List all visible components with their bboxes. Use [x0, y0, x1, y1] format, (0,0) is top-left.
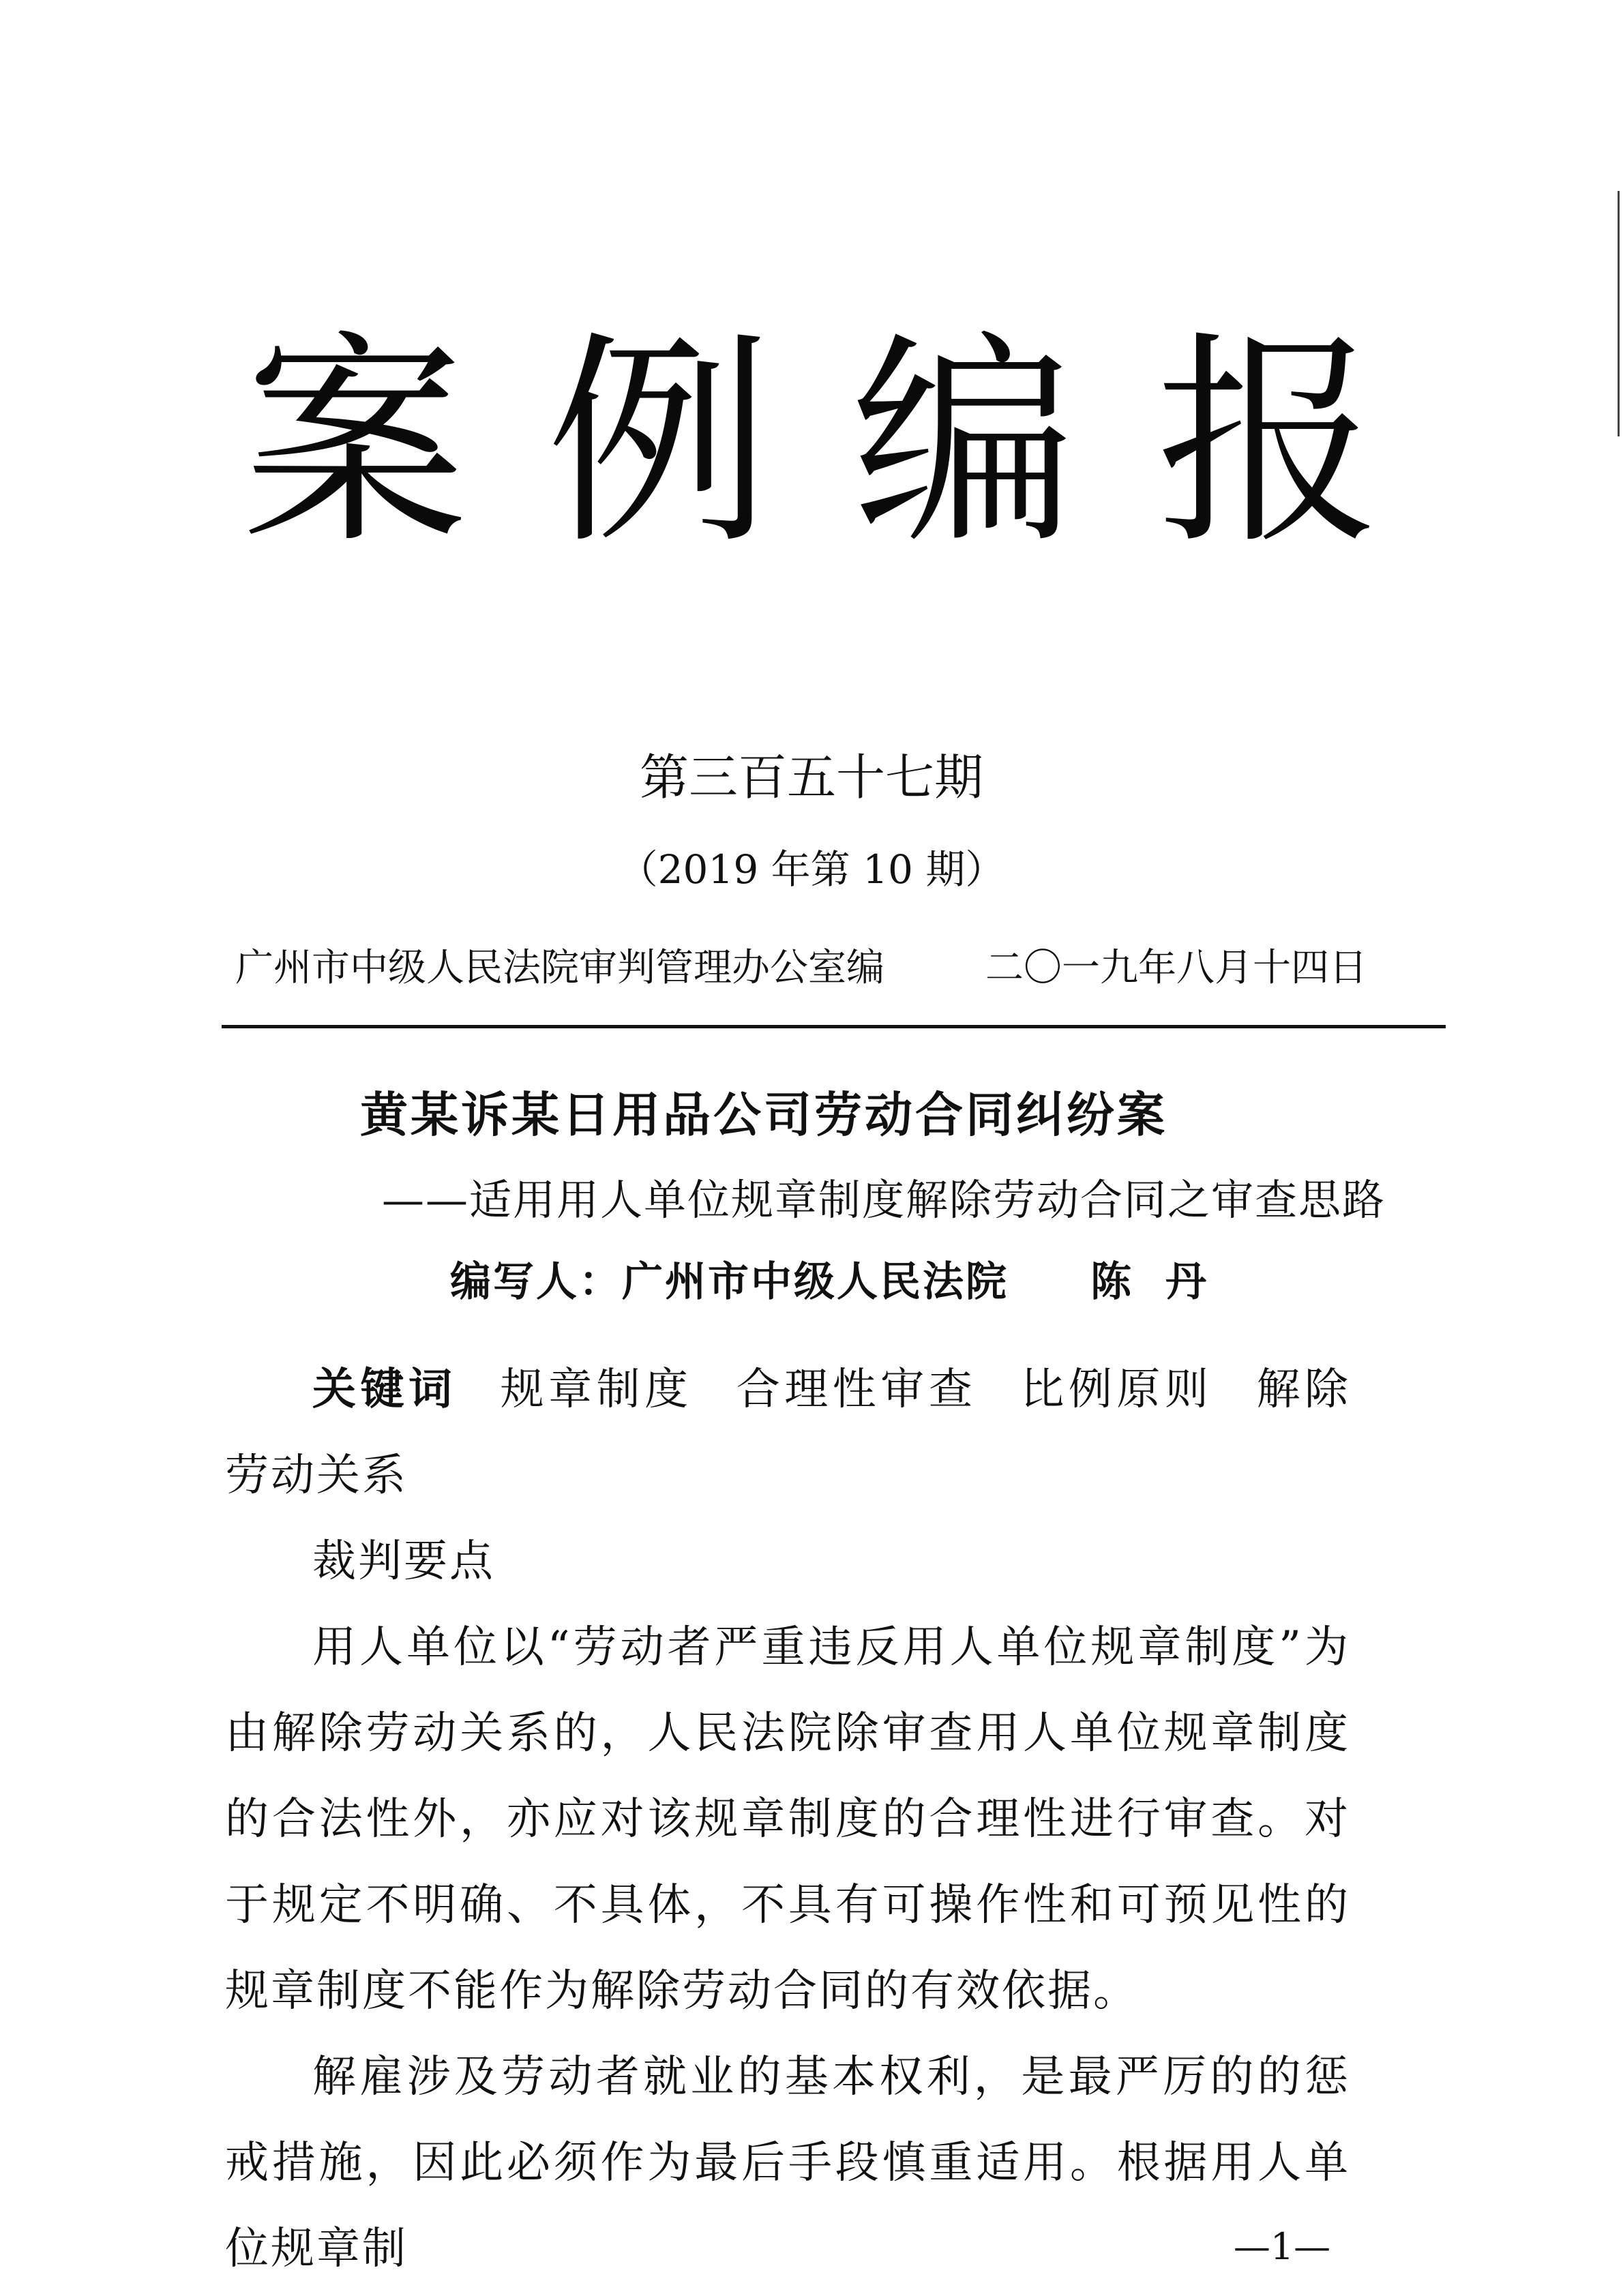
author-label: 编写人：广州市中级人民法院	[450, 1258, 1009, 1306]
keyword-item: 比例原则	[1020, 1365, 1213, 1415]
masthead-char: 例	[546, 312, 772, 574]
scan-edge-mark	[1618, 191, 1620, 436]
section-heading: 裁判要点	[312, 1536, 495, 1587]
masthead-title	[218, 307, 1405, 580]
publish-date: 二〇一九年八月十四日	[985, 946, 1367, 990]
keywords-paragraph	[225, 1347, 1350, 1519]
paragraph: 解雇涉及劳动者就业的基本权利，是最严厉的的惩戒措施，因此必须作为最后手段慎重适用。根据用人单位规章制	[225, 2052, 1350, 2274]
issue-year: （2019 年第 10 期）	[618, 846, 1005, 893]
document-body	[225, 1347, 1350, 2292]
masthead-char: 案	[242, 312, 467, 574]
keyword-item: 解除劳动关系	[225, 1365, 1351, 1501]
case-title: 黄某诉某日用品公司劳动合同纠纷案	[360, 1086, 1167, 1143]
paragraph: 用人单位以“劳动者严重违反用人单位规章制度”为由解除劳动关系的，人民法院除审查用人单位规章制度的合法性外，亦应对该规章制度的合理性进行审查。对于规定不明确、不具体，不具有可操作性和可预见性的规章制度不能作为解除劳动合同的有效依据。	[225, 1622, 1350, 2016]
author-name: 陈丹	[1090, 1258, 1240, 1306]
header-divider	[222, 1025, 1446, 1028]
case-subtitle: ——适用用人单位规章制度解除劳动合同之审查思路	[382, 1175, 1386, 1225]
page-number: —1—	[1233, 2225, 1331, 2268]
masthead-char: 报	[1155, 312, 1381, 574]
masthead-char: 编	[851, 312, 1077, 574]
keywords-label: 关键词	[312, 1364, 457, 1415]
issue-number: 第三百五十七期	[639, 749, 983, 806]
keyword-item: 合理性审查	[736, 1365, 977, 1415]
keyword-item: 规章制度	[500, 1365, 693, 1415]
editor-line	[235, 938, 1367, 999]
editor-office: 广州市中级人民法院审判管理办公室编	[235, 946, 884, 990]
author-line	[450, 1248, 1337, 1316]
